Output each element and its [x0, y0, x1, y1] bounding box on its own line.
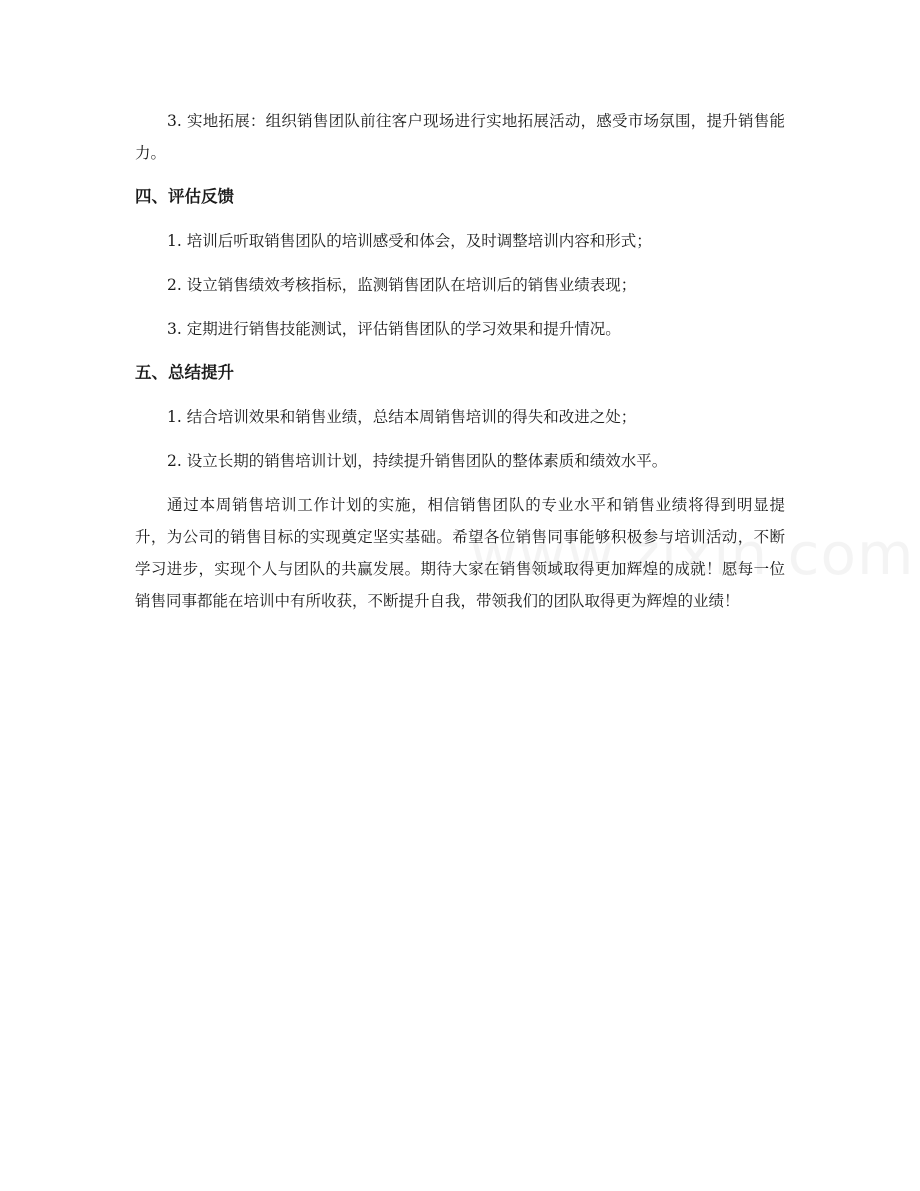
evaluation-item-2: 2. 设立销售绩效考核指标，监测销售团队在培训后的销售业绩表现；	[167, 276, 637, 294]
section-heading-summary: 五、总结提升	[135, 363, 234, 382]
evaluation-item-1: 1. 培训后听取销售团队的培训感受和体会，及时调整培训内容和形式；	[167, 232, 652, 250]
section-heading-evaluation: 四、评估反馈	[135, 187, 234, 206]
closing-paragraph: 通过本周销售培训工作计划的实施，相信销售团队的专业水平和销售业绩将得到明显提升，为公司的销售目标的实现奠定坚实基础。希望各位销售同事能够积极参与培训活动，不断学习进步，实现个人与团队的共赢发展。期待大家在销售领域取得更加辉煌的成就！愿每一位销售同事都能在培训中有所收获，不断提升自我，带领我们的团队取得更为辉煌的业绩！	[135, 496, 785, 610]
evaluation-item-3: 3. 定期进行销售技能测试，评估销售团队的学习效果和提升情况。	[167, 320, 621, 338]
summary-item-1: 1. 结合培训效果和销售业绩，总结本周销售培训的得失和改进之处；	[167, 408, 637, 426]
item-3-field-expansion: 3. 实地拓展：组织销售团队前往客户现场进行实地拓展活动，感受市场氛围，提升销售能力。	[135, 112, 785, 162]
document-body	[135, 105, 785, 617]
summary-item-2: 2. 设立长期的销售培训计划，持续提升销售团队的整体素质和绩效水平。	[167, 452, 668, 470]
